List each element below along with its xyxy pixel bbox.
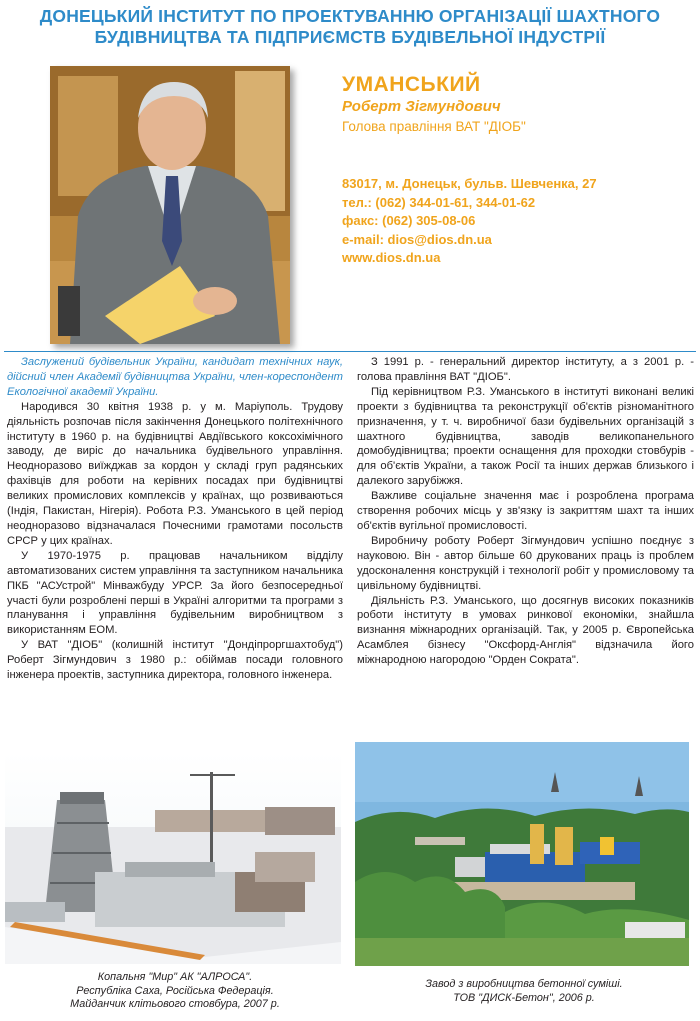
caption-line: ТОВ "ДИСК-Бетон", 2006 р.: [453, 991, 595, 1004]
caption-line: Республіка Саха, Російська Федерація.: [76, 984, 274, 997]
caption-line: Майданчик клітьового стовбура, 2007 р.: [70, 998, 280, 1010]
right-text-column: [357, 355, 694, 668]
bio-paragraph: Діяльність Р.З. Уманського, що досягнув високих показників роботи інституту в умовах ринкової економіки, знайшла визнання міжнародних організацій. Так, у 2005 р. Європейська Асамблея бізнесу "Оксфорд-Англія" відзначила його міжнародною нагородою "Орден Сократа".: [357, 594, 694, 667]
left-photo-caption: [10, 971, 340, 1012]
contact-phone: тел.: (062) 344-01-61, 344-01-62: [342, 194, 536, 210]
bio-paragraph: Народився 30 квітня 1938 р. у м. Маріуполь. Трудову діяльність розпочав після закінчення Донецького політехнічного інституту в 1960 р. на будівництві Авдіївського коксохімічного заводу, де виріс до начальника будівельного управління. Неодноразово виїжджав за кордон у складі груп радянських фахівців для роботи на керівних посадах при будівництві великих промислових комплексів у країнах, що розвиваються (Індія, Пакистан, Нігерія). Робота Р.З. Уманського в цей період неодноразово відзначалася Почесними грамотами посольств СРСР у цих країнах.: [7, 400, 343, 547]
mine-site-photo: [5, 752, 341, 964]
bio-paragraph: Під керівництвом Р.З. Уманського в інституті виконані великі проекти з будівництва та реконструкції об'єктів різноманітного призначення, у т. ч. виробничої бази будівельних організацій з шахтного будівництва, заводів великопанельного домобудівництва; проекти оснащення для проходки стовбурів - для об'єктів України, а також Росії та інших держав близького і далекого зарубіжжя.: [357, 385, 694, 488]
header-title-line1: ДОНЕЦЬКИЙ ІНСТИТУТ ПО ПРОЕКТУВАННЮ ОРГАНІЗАЦІЇ ШАХТНОГО: [39, 6, 661, 26]
concrete-plant-photo: [355, 742, 689, 966]
caption-line: Копальня "Мир" АК "АЛРОСА".: [97, 971, 253, 983]
contact-website[interactable]: www.dios.dn.ua: [342, 250, 441, 265]
contacts-block: [342, 175, 597, 268]
section-divider: [4, 351, 696, 352]
honors-paragraph: Заслужений будівельник України, кандидат технічних наук, дійсний член Академії будівництва України, член-кореспондент Екологічної академії України.: [7, 356, 343, 398]
person-name: Роберт Зігмундович: [342, 98, 501, 115]
left-text-column: [7, 355, 343, 683]
bio-paragraph: У 1970-1975 р. працював начальником відділу автоматизованих систем управління та заступником начальника ПКБ "АСУстрой" Мінважбуду УРСР. За його безпосередньої участі були розроблені перші в Україні алгоритми та програми з планування і управління будівельним виробництвом з використанням ЕОМ.: [7, 549, 343, 637]
bio-paragraph: Виробничу роботу Роберт Зігмундович успішно поєднує з науковою. Він - автор більше 60 друкованих праць із проблем удосконалення конструкцій і технології робіт у промисловому та цивільному будівництві.: [357, 534, 694, 592]
header-title-line2: БУДІВНИЦТВА ТА ПІДПРИЄМСТВ БУДІВЕЛЬНОЇ ІНДУСТРІЇ: [94, 27, 606, 47]
person-surname: УМАНСЬКИЙ: [342, 73, 481, 96]
caption-line: Завод з виробництва бетонної суміші.: [425, 978, 623, 990]
bio-paragraph: З 1991 р. - генеральний директор інституту, а з 2001 р. - голова правління ВАТ "ДІОБ".: [357, 356, 694, 383]
portrait-photo: [50, 66, 290, 344]
bio-paragraph: Важливе соціальне значення має і розроблена програма створення робочих місць у зв'язку із закриттям шахт та інших об'єктів вугільної промисловості.: [357, 490, 694, 532]
right-photo-caption: [358, 978, 690, 1005]
page-header: [0, 6, 700, 48]
bio-paragraph: У ВАТ "ДІОБ" (колишній інститут "Дондіпроргшахтобуд") Роберт Зігмундович з 1980 р.: обіймав посади головного інженера проектів, заступника директора, головного інженера.: [7, 639, 343, 682]
person-position: Голова правління ВАТ "ДІОБ": [342, 119, 526, 134]
contact-address: 83017, м. Донецьк, бульв. Шевченка, 27: [342, 176, 597, 191]
contact-email[interactable]: e-mail: dios@dios.dn.ua: [342, 231, 492, 247]
contact-fax: факс: (062) 305-08-06: [342, 213, 476, 228]
